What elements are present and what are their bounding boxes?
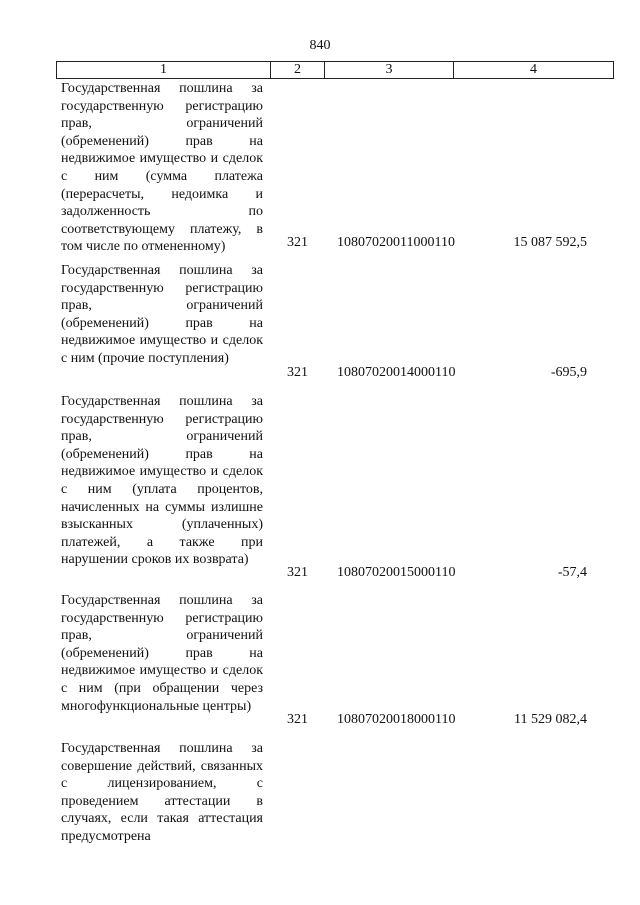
- column-header-2: 2: [271, 62, 325, 78]
- row-description: Государственная пошлина за совершение действий, связанных с лицензированием, с проведением аттестации в случаях, если такая аттестация предусмотрена: [61, 741, 263, 844]
- row-admin-code: 321: [287, 235, 308, 250]
- row-description: Государственная пошлина за государственную регистрацию прав, ограничений (обременений) прав на недвижимое имущество и сделок с ним (сумма платежа (перерасчеты, недоимка и задолженность по соответствующему платежу, в том числе по отмененному): [61, 81, 263, 255]
- page-number: 840: [309, 38, 331, 53]
- table-header: [56, 61, 614, 79]
- row-amount: 15 087 592,5: [513, 235, 587, 250]
- row-amount: 11 529 082,4: [514, 712, 587, 727]
- row-description: Государственная пошлина за государственную регистрацию прав, ограничений (обременений) прав на недвижимое имущество и сделок с ним (уплата процентов, начисленных на суммы излишне взысканных (уплаченных) платежей, а также при нарушении сроков их возврата): [61, 394, 263, 568]
- column-header-3: 3: [325, 62, 454, 78]
- row-kbk-code: 10807020011000110: [337, 235, 455, 250]
- column-header-1: 1: [57, 62, 271, 78]
- row-admin-code: 321: [287, 365, 308, 380]
- row-kbk-code: 10807020018000110: [337, 712, 456, 727]
- row-description: Государственная пошлина за государственную регистрацию прав, ограничений (обременений) прав на недвижимое имущество и сделок с ним (при обращении через многофункциональные центры): [61, 593, 263, 714]
- column-header-4: 4: [530, 62, 537, 77]
- row-admin-code: 321: [287, 712, 308, 727]
- row-amount: -57,4: [557, 565, 587, 580]
- row-amount: -695,9: [550, 365, 587, 380]
- row-kbk-code: 10807020015000110: [337, 565, 456, 580]
- row-admin-code: 321: [287, 565, 308, 580]
- row-kbk-code: 10807020014000110: [337, 365, 456, 380]
- row-description: Государственная пошлина за государственную регистрацию прав, ограничений (обременений) прав на недвижимое имущество и сделок с ним (прочие поступления): [61, 263, 263, 366]
